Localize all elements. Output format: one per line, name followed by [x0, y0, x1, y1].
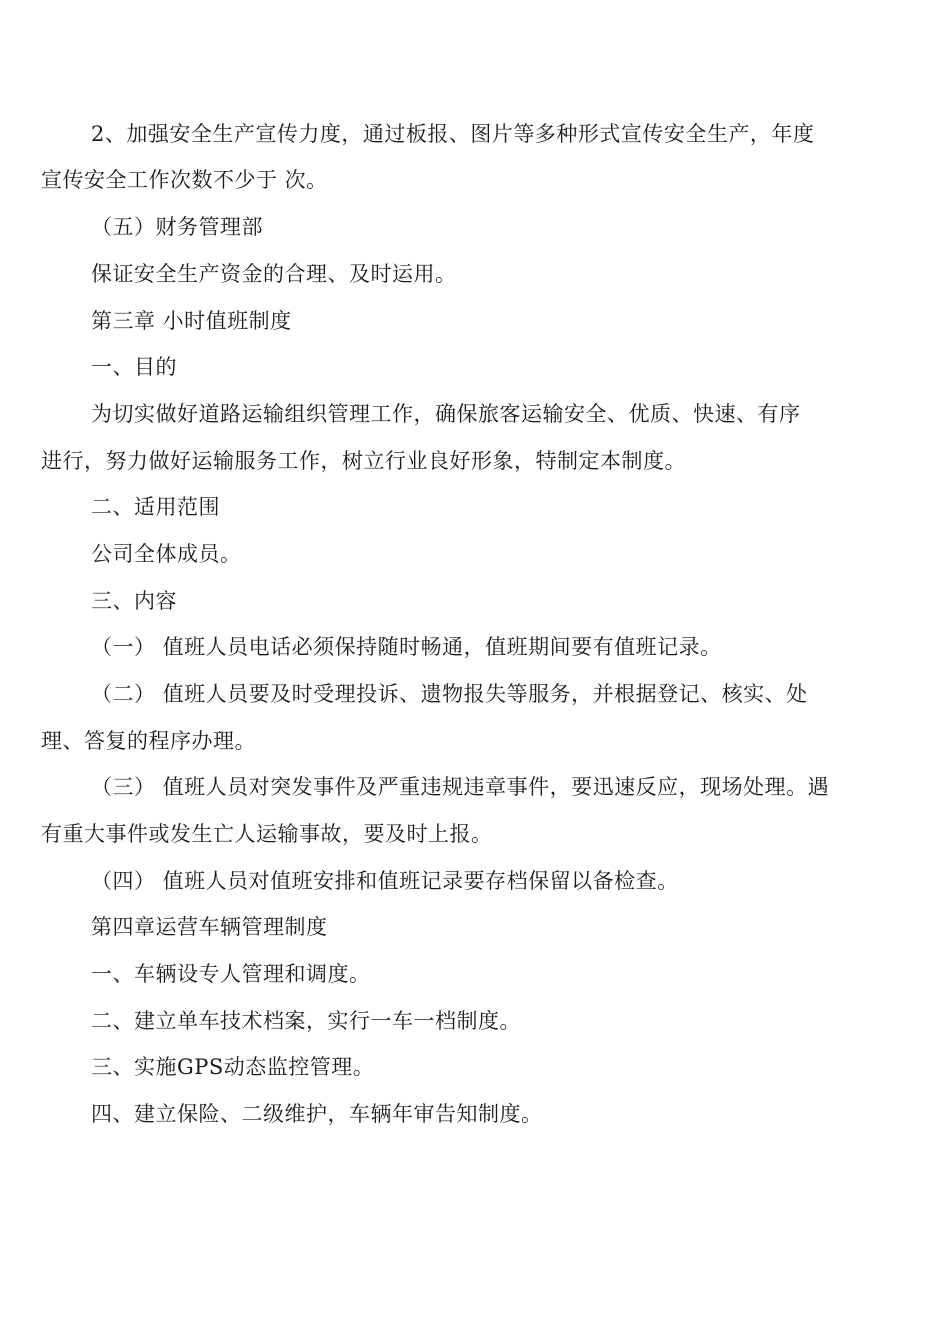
item-duty-2-cont: 理、答复的程序办理。 — [41, 729, 256, 753]
paragraph-scope: 公司全体成员。 — [91, 542, 242, 566]
item-duty-3: （三） 值班人员对突发事件及严重违规违章事件，要迅速反应，现场处理。遇 — [91, 775, 830, 799]
paragraph-safety-publicity-cont: 宣传安全工作次数不少于 次。 — [41, 168, 328, 192]
item-vehicle-3: 三、实施GPS动态监控管理。 — [91, 1055, 375, 1079]
paragraph-safety-publicity: 2、加强安全生产宣传力度，通过板报、图片等多种形式宣传安全生产，年度 — [91, 122, 815, 146]
paragraph-purpose-cont: 进行，努力做好运输服务工作，树立行业良好形象，特制定本制度。 — [41, 449, 686, 473]
item-duty-4: （四） 值班人员对值班安排和值班记录要存档保留以备检查。 — [91, 869, 679, 893]
item-duty-3-cont: 有重大事件或发生亡人运输事故，要及时上报。 — [41, 822, 493, 846]
paragraph-purpose: 为切实做好道路运输组织管理工作，确保旅客运输安全、优质、快速、有序 — [91, 402, 801, 426]
paragraph-finance: 保证安全生产资金的合理、及时运用。 — [91, 262, 457, 286]
heading-scope: 二、适用范围 — [91, 495, 220, 519]
item-duty-1: （一） 值班人员电话必须保持随时畅通，值班期间要有值班记录。 — [91, 635, 722, 659]
item-vehicle-1: 一、车辆设专人管理和调度。 — [91, 962, 371, 986]
heading-content: 三、内容 — [91, 589, 177, 613]
item-vehicle-4: 四、建立保险、二级维护，车辆年审告知制度。 — [91, 1102, 543, 1126]
item-vehicle-2: 二、建立单车技术档案，实行一车一档制度。 — [91, 1009, 521, 1033]
heading-purpose: 一、目的 — [91, 355, 177, 379]
item-duty-2: （二） 值班人员要及时受理投诉、遗物报失等服务，并根据登记、核实、处 — [91, 682, 808, 706]
section-heading-finance: （五）财务管理部 — [91, 215, 263, 239]
chapter-heading-vehicles: 第四章运营车辆管理制度 — [91, 915, 328, 939]
chapter-heading-duty: 第三章 小时值班制度 — [91, 309, 292, 333]
